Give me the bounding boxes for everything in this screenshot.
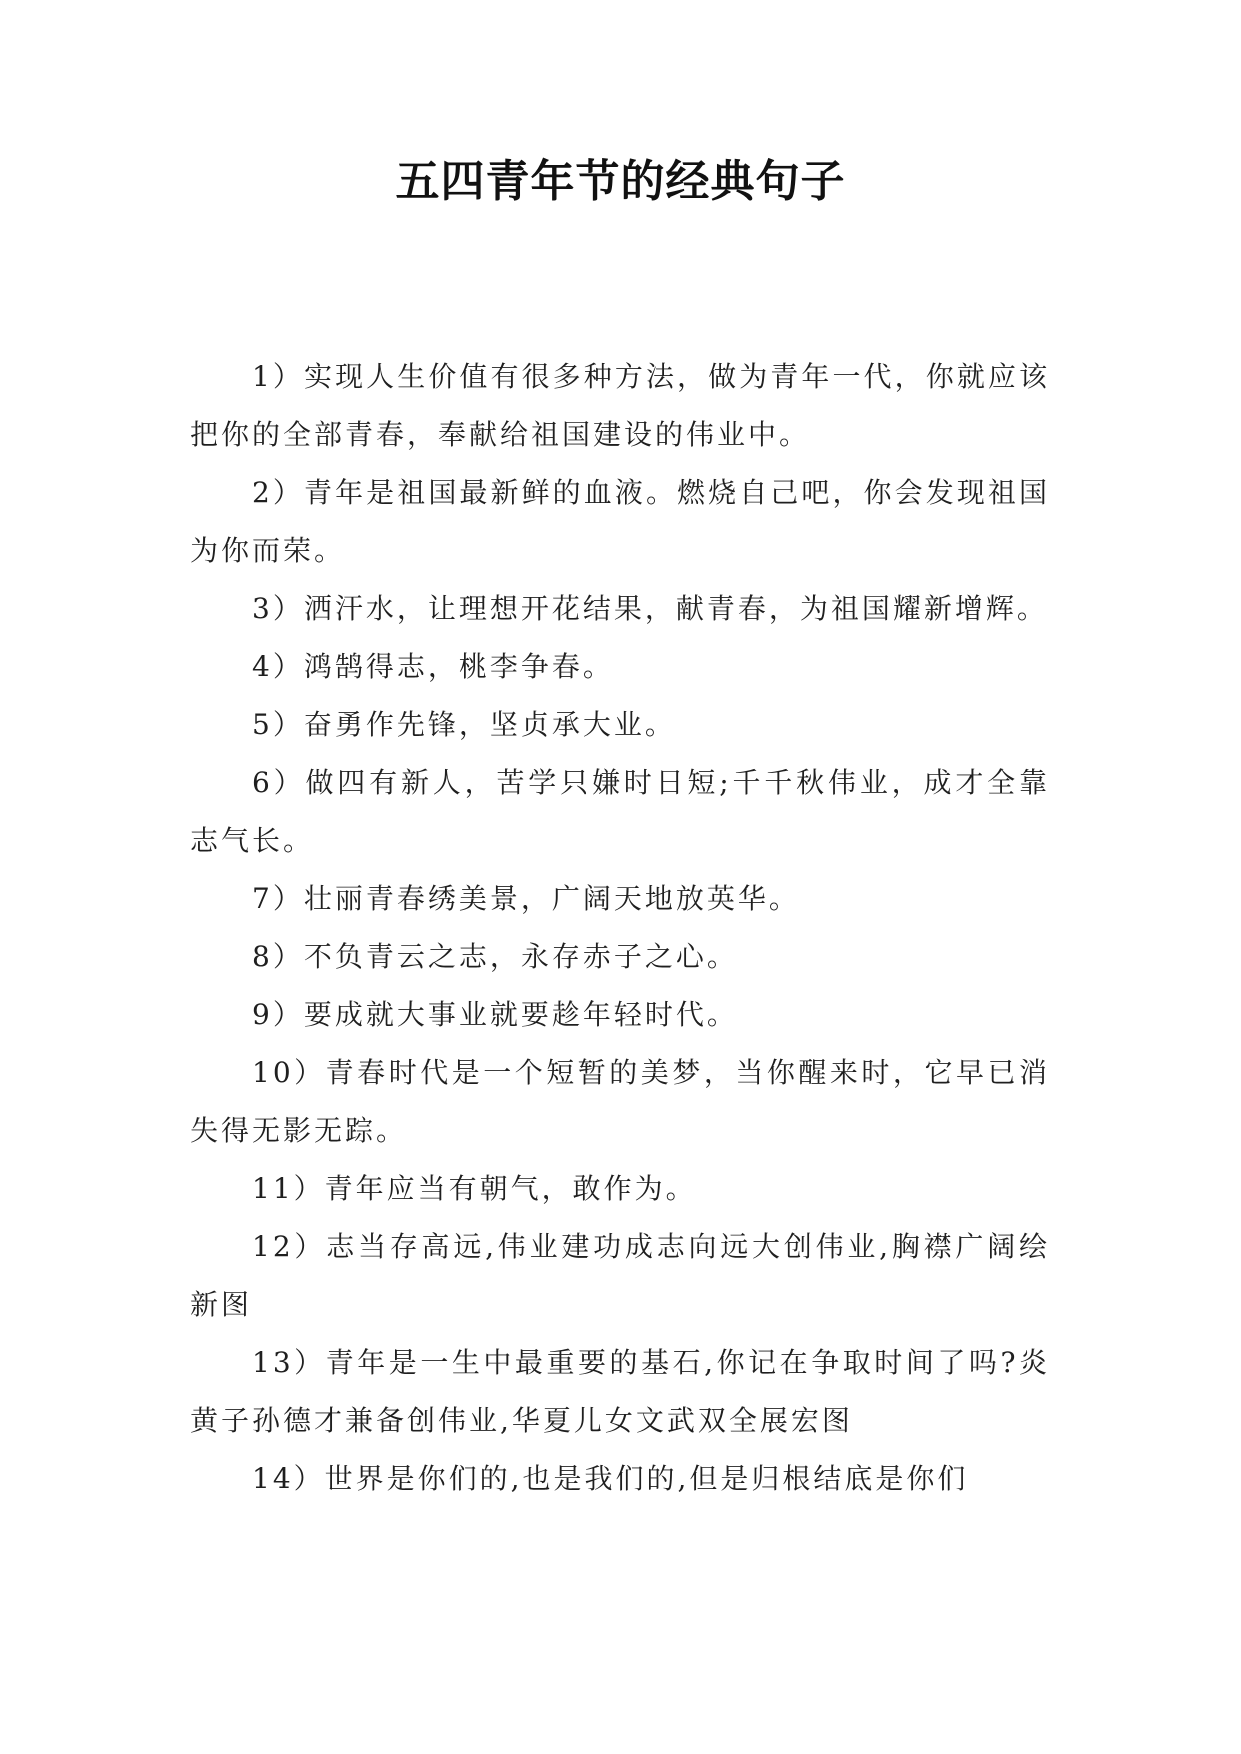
- quote-paragraph-10: 10）青春时代是一个短暂的美梦，当你醒来时，它早已消失得无影无踪。: [190, 1056, 1050, 1147]
- quote-paragraph-2: 2）青年是祖国最新鲜的血液。燃烧自己吧，你会发现祖国为你而荣。: [190, 476, 1050, 567]
- quote-paragraph-8: 8）不负青云之志，永存赤子之心。: [252, 940, 738, 973]
- document-title: 五四青年节的经典句子: [395, 156, 846, 207]
- quote-paragraph-6: 6）做四有新人，苦学只嫌时日短;千千秋伟业，成才全靠志气长。: [190, 766, 1050, 857]
- quote-paragraph-1: 1）实现人生价值有很多种方法，做为青年一代，你就应该把你的全部青春，奉献给祖国建设的伟业中。: [190, 360, 1050, 451]
- quote-paragraph-7: 7）壮丽青春绣美景，广阔天地放英华。: [252, 882, 800, 915]
- quote-paragraph-9: 9）要成就大事业就要趁年轻时代。: [252, 998, 738, 1031]
- quote-paragraph-5: 5）奋勇作先锋，坚贞承大业。: [252, 708, 676, 741]
- document-body: [190, 348, 1050, 1508]
- quote-paragraph-12: 12）志当存高远,伟业建功成志向远大创伟业,胸襟广阔绘新图: [190, 1230, 1050, 1321]
- quote-paragraph-3: 3）洒汗水，让理想开花结果，献青春，为祖国耀新增辉。: [252, 592, 1048, 625]
- quote-paragraph-4: 4）鸿鹄得志，桃李争春。: [252, 650, 614, 683]
- quote-paragraph-11: 11）青年应当有朝气，敢作为。: [252, 1172, 697, 1205]
- quote-paragraph-13: 13）青年是一生中最重要的基石,你记在争取时间了吗?炎黄子孙德才兼备创伟业,华夏儿女文武双全展宏图: [190, 1346, 1050, 1437]
- quote-paragraph-14: 14）世界是你们的,也是我们的,但是归根结底是你们: [252, 1462, 969, 1495]
